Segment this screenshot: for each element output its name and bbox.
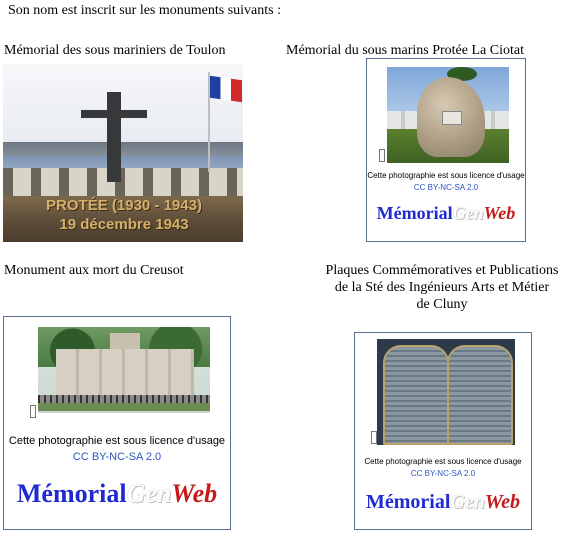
licence-link[interactable]: CC BY-NC-SA 2.0 [413,183,479,192]
caption-la-ciotat: Mémorial du sous marins Protée La Ciotat [286,43,524,58]
caption-cluny [306,262,578,313]
memorial-card-la-ciotat[interactable] [366,58,526,242]
plaque-line-1: PROTÉE (1930 - 1943) [46,197,202,214]
french-flag-icon [210,76,242,102]
licence-text: Cette photographie est sous licence d'usage [367,171,525,180]
photo-marker-icon [371,431,377,444]
memorial-card-cluny[interactable] [354,332,532,530]
caption-cluny-line-3: de Cluny [416,297,468,312]
intro-text: Son nom est inscrit sur les monuments suivants : [8,3,281,18]
photo-toulon[interactable] [3,64,243,242]
licence-text: Cette photographie est sous licence d'usage [8,435,226,447]
licence-link[interactable]: CC BY-NC-SA 2.0 [410,469,476,478]
memorial-card-creusot[interactable] [3,316,231,530]
photo-la-ciotat [387,67,509,163]
memorialgenweb-logo[interactable]: MémorialGenWeb [376,203,516,223]
caption-cluny-line-1: Plaques Commémoratives et Publications [325,263,559,278]
caption-creusot: Monument aux mort du Creusot [4,263,184,278]
licence-link[interactable]: CC BY-NC-SA 2.0 [72,451,162,463]
photo-creusot [38,327,210,413]
memorialgenweb-logo[interactable]: MémorialGenWeb [16,479,218,508]
photo-marker-icon [379,149,385,162]
photo-marker-icon [30,405,36,418]
caption-cluny-line-2: de la Sté des Ingénieurs Arts et Métier [334,280,550,295]
photo-cluny [377,339,515,445]
plaque-line-2: 19 décembre 1943 [59,216,189,233]
caption-toulon: Mémorial des sous mariniers de Toulon [4,43,226,58]
licence-text: Cette photographie est sous licence d'usage [364,457,522,466]
memorialgenweb-logo[interactable]: MémorialGenWeb [365,491,521,513]
